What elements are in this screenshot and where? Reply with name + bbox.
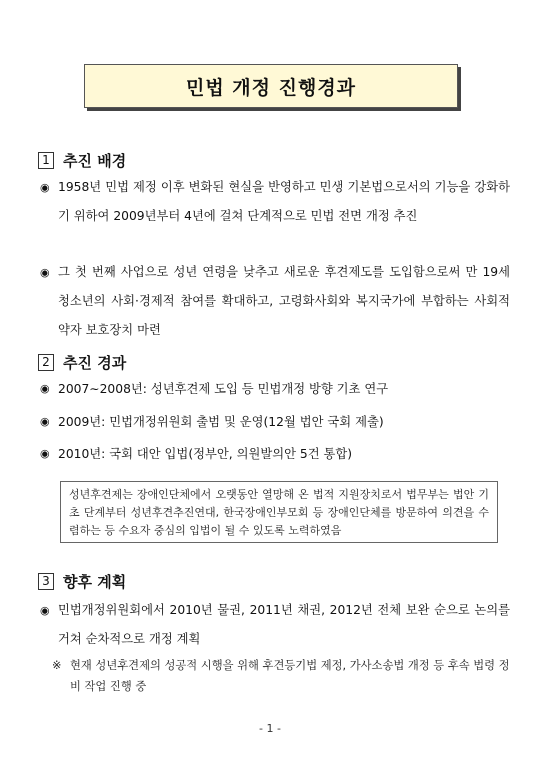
section-2-heading	[38, 352, 126, 373]
section-1-number: 1	[38, 152, 54, 169]
section-3-number: 3	[38, 573, 54, 590]
note-mark: ※	[52, 659, 62, 672]
bullet-mark: ◉	[40, 415, 50, 428]
bullet-text: 2007∼2008년: 성년후견제 도입 등 민법개정 방향 기초 연구	[58, 382, 389, 396]
page-number: - 1 -	[259, 722, 281, 735]
section-1-bullet-1	[40, 173, 510, 231]
bullet-mark: ◉	[40, 266, 50, 279]
section-2-title: 추진 경과	[63, 354, 127, 372]
bullet-mark: ◉	[40, 382, 50, 395]
section-3-title: 향후 계획	[63, 573, 127, 591]
section-3-heading	[38, 571, 126, 592]
section-1-title: 추진 배경	[63, 152, 127, 170]
section-2-bullet-2	[40, 410, 510, 434]
section-1-heading	[38, 150, 126, 171]
document-title: 민법 개정 진행경과	[84, 64, 458, 108]
bullet-text: 1958년 민법 제정 이후 변화된 현실을 반영하고 민생 기본법으로서의 기능을 강화하기 위하여 2009년부터 4년에 걸쳐 단계적으로 민법 전면 개정 추진	[58, 180, 510, 223]
bullet-text: 2009년: 민법개정위원회 출범 및 운영(12월 법안 국회 제출)	[58, 415, 384, 429]
section-2-number: 2	[38, 354, 54, 371]
section-2-bullet-3	[40, 442, 510, 466]
section-1-bullet-2	[40, 258, 510, 345]
bullet-text: 그 첫 번째 사업으로 성년 연령을 낮추고 새로운 후견제도를 도입함으로써 만 19세 청소년의 사회·경제적 참여를 확대하고, 고령화사회와 복지국가에 부합하는 사회적 약자 보호장치 마련	[58, 265, 510, 337]
section-2-bullet-1	[40, 377, 510, 401]
bullet-text: 민법개정위원회에서 2010년 물권, 2011년 채권, 2012년 전체 보완 순으로 논의를 거쳐 순차적으로 개정 계획	[58, 603, 510, 646]
info-note-box: 성년후견제는 장애인단체에서 오랫동안 열망해 온 법적 지원장치로서 법무부는 법안 기초 단계부터 성년후견추진연대, 한국장애인부모회 등 장애인단체를 방문하여 의견을 수렴하는 등 수요자 중심의 입법이 될 수 있도록 노력하였음	[60, 481, 498, 543]
note-text: 현재 성년후견제의 성공적 시행을 위해 후견등기법 제정, 가사소송법 개정 등 후속 법령 정비 작업 진행 중	[70, 659, 510, 693]
bullet-mark: ◉	[40, 181, 50, 194]
bullet-mark: ◉	[40, 447, 50, 460]
section-3-bullet-1	[40, 596, 510, 654]
bullet-mark: ◉	[40, 604, 50, 617]
bullet-text: 2010년: 국회 대안 입법(정부안, 의원발의안 5건 통합)	[58, 447, 353, 461]
section-3-note	[52, 655, 512, 697]
